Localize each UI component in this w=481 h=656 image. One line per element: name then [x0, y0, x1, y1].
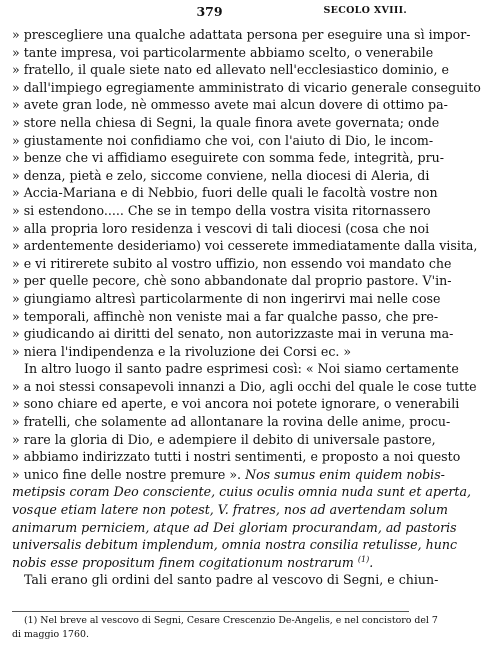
- text-line: » benze che vi affidiamo eseguirete con somma fede, integrità, pru-: [12, 150, 444, 166]
- text-line: In altro luogo il santo padre esprimesi così: « Noi siamo certamente: [24, 361, 459, 377]
- text-line: » abbiamo indirizzato tutti i nostri sentimenti, e proposto a noi questo: [12, 449, 461, 465]
- text-line: » ardentemente desideriamo) voi cesserete immediatamente dalla visita,: [12, 238, 478, 254]
- text-line: » store nella chiesa di Segni, la quale finora avete governata; onde: [12, 114, 440, 130]
- text-line: » Accia-Mariana e di Nebbio, fuori delle quali le facoltà vostre non: [12, 185, 438, 201]
- text-line: » niera l'indipendenza e la rivoluzione dei Corsi ec. »: [12, 343, 352, 359]
- text-segment: nobis esse propositum finem cogitationum nostrarum: [12, 554, 358, 570]
- main-text: [12, 26, 481, 589]
- latin-line: vosque etiam latere non potest, V. fratres, nos ad avertendam solum: [12, 502, 448, 518]
- footnote-marker: (1): [357, 554, 370, 564]
- text-line: » prescegliere una qualche adattata persona per eseguire una sì impor-: [12, 27, 471, 42]
- latin-line: metipsis coram Deo consciente, cuius oculis omnia nuda sunt et aperta,: [12, 484, 472, 500]
- text-line: » temporali, affinchè non veniste mai a far qualche passo, che pre-: [12, 308, 439, 324]
- text-line: » avete gran lode, nè ommesso avete mai alcun dovere di ottimo pa-: [12, 97, 448, 113]
- latin-line: nobis esse propositum finem cogitationum nostrarum $^{(1)}$.: [12, 554, 374, 570]
- text-line: » si estendono..... Che se in tempo della vostra visita ritornassero: [12, 202, 431, 218]
- latin-line: animarum perniciem, atque ad Dei gloriam procurandam, ad pastoris: [12, 519, 457, 535]
- running-head: SECOLO XVIII.: [323, 5, 407, 16]
- text-line: » dall'impiego egregiamente amministrato di vicario generale conseguito: [12, 79, 481, 95]
- text-line: » fratelli, che solamente ad allontanare la rovina delle anime, procu-: [12, 414, 451, 430]
- text-line: » alla propria loro residenza i vescovi di tali diocesi (cosa che noi: [12, 220, 430, 236]
- footnote-line: di maggio 1760.: [12, 628, 89, 640]
- text-line: » rare la gloria di Dio, e adempiere il debito di universale pastore,: [12, 431, 436, 447]
- footnote-divider: [12, 611, 409, 612]
- text-line: » sono chiare ed aperte, e voi ancora noi potete ignorare, o venerabili: [12, 396, 460, 412]
- text-segment: » unico fine delle nostre premure ».: [12, 466, 246, 482]
- text-line: » e vi ritirerete subito al vostro uffizio, non essendo voi mandato che: [12, 255, 452, 271]
- latin-text: Nos sumus enim quidem nobis-: [245, 466, 445, 482]
- text-line: » giungiamo altresì particolarmente di non ingerirvi mai nelle cose: [12, 290, 441, 306]
- text-line: » per quelle pecore, chè sono abbandonate dal proprio pastore. V'in-: [12, 273, 452, 289]
- text-line: » denza, pietà e zelo, siccome conviene, nella diocesi di Aleria, di: [12, 167, 430, 183]
- text-line: » giustamente noi confidiamo che voi, con l'aiuto di Dio, le incom-: [12, 132, 434, 148]
- text-line: » tante impresa, voi particolarmente abbiamo scelto, o venerabile: [12, 44, 434, 60]
- text-line: » fratello, il quale siete nato ed allevato nell'ecclesiastico dominio, e: [12, 62, 449, 78]
- page-number: 379: [196, 4, 223, 19]
- text-line: » a noi stessi consapevoli innanzi a Dio, agli occhi del quale le cose tutte: [12, 378, 477, 394]
- text-line-mixed: [12, 466, 445, 484]
- page-header: [12, 4, 407, 22]
- latin-line: universalis debitum implendum, omnia nostra consilia retulisse, hunc: [12, 537, 457, 553]
- text-line: » giudicando ai diritti del senato, non autorizzaste mai in veruna ma-: [12, 326, 454, 342]
- footnote: [12, 614, 438, 641]
- text-line: Tali erano gli ordini del santo padre al vescovo di Segni, e chiun-: [24, 572, 439, 588]
- footnote-line: (1) Nel breve al vescovo di Segni, Cesare Crescenzio De-Angelis, e nel concistoro del 7: [24, 615, 438, 626]
